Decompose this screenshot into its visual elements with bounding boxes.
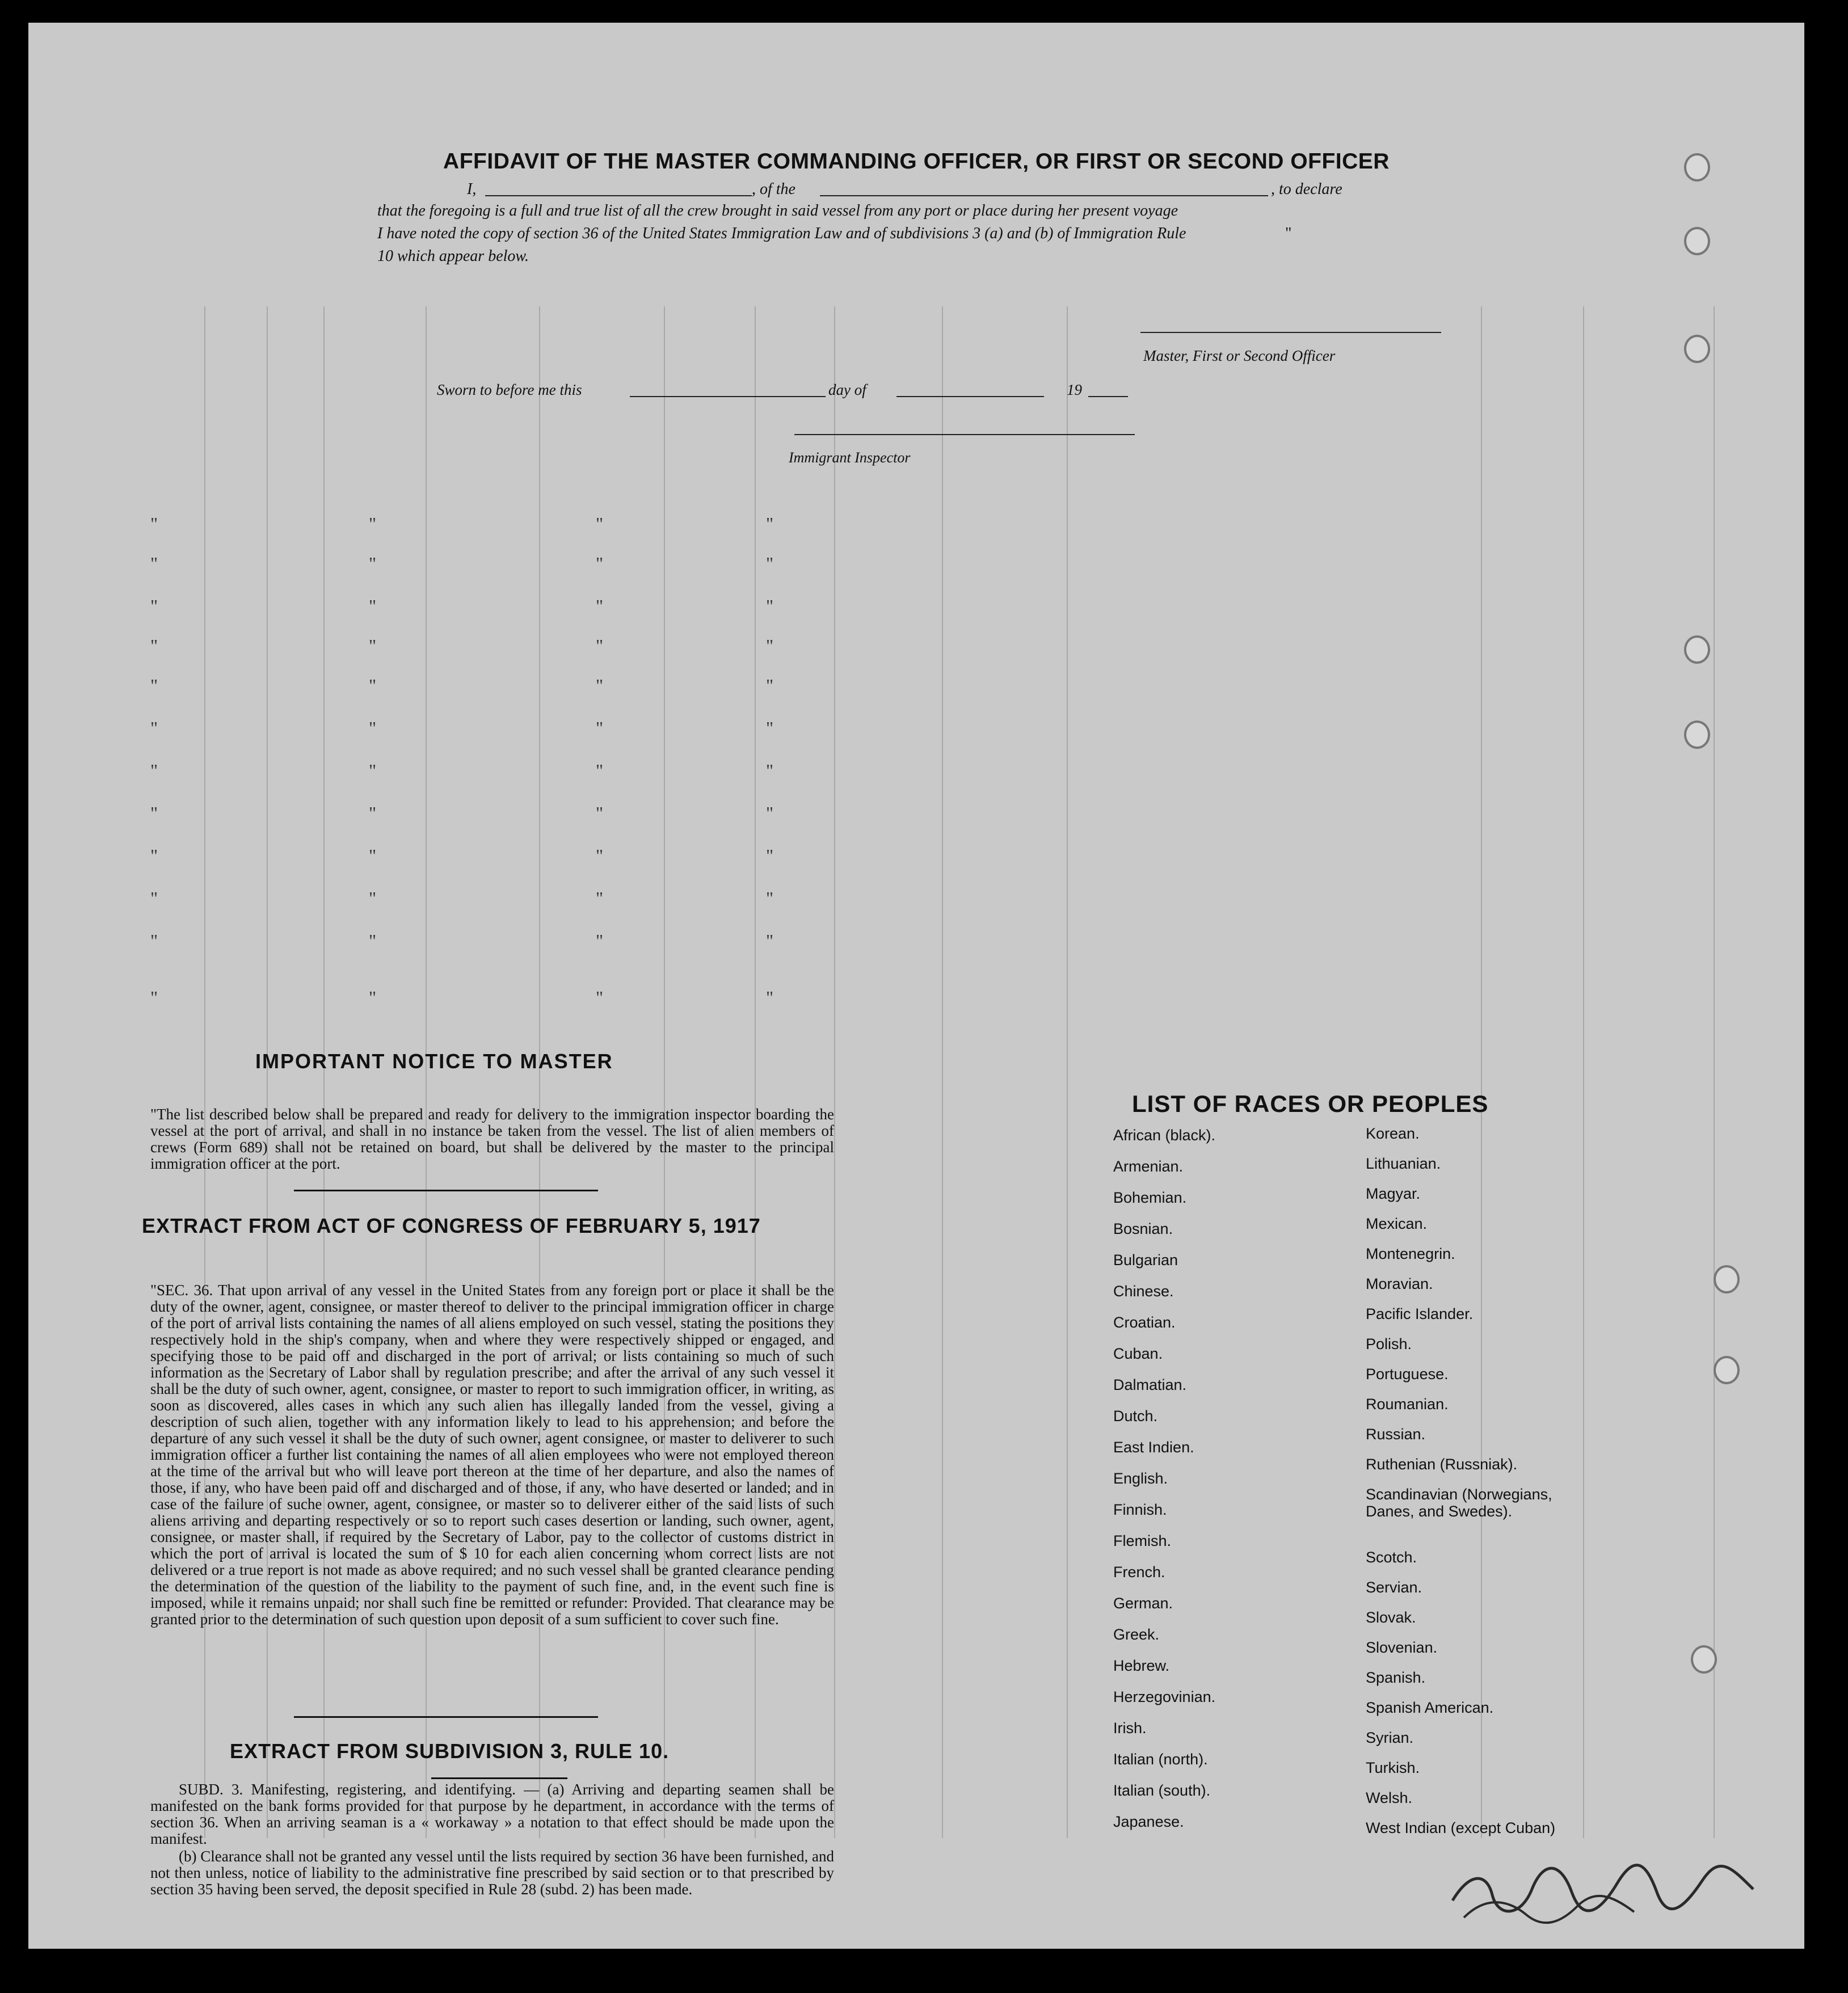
- bleed-ditto-mark: ": [150, 930, 158, 951]
- rule-extract-title: EXTRACT FROM SUBDIVISION 3, RULE 10.: [230, 1739, 670, 1763]
- punch-hole: [1684, 635, 1710, 664]
- bleed-ditto-mark: ": [369, 718, 377, 738]
- races-title: LIST OF RACES OR PEOPLES: [1132, 1090, 1489, 1117]
- bleed-ditto-mark: ": [596, 803, 604, 823]
- affidavit-i: I,: [467, 180, 477, 198]
- bleed-column-rule: [1583, 306, 1584, 1838]
- race-item: Dutch.: [1113, 1408, 1158, 1425]
- bleed-ditto-mark: ": [766, 513, 774, 534]
- notice-title: IMPORTANT NOTICE TO MASTER: [255, 1050, 613, 1073]
- race-item: Flemish.: [1113, 1532, 1172, 1549]
- master-label: Master, First or Second Officer: [1143, 347, 1336, 364]
- bleed-ditto-mark: ": [596, 596, 604, 616]
- sworn-day-blank[interactable]: [630, 396, 826, 397]
- bleed-ditto-mark: ": [150, 596, 158, 616]
- race-item: English.: [1113, 1470, 1168, 1487]
- master-signature-blank[interactable]: [1140, 332, 1441, 333]
- race-item: Bohemian.: [1113, 1189, 1187, 1206]
- act-extract-title: EXTRACT FROM ACT OF CONGRESS OF FEBRUARY 5, 1917: [142, 1214, 761, 1237]
- affidavit-line-4: 10 which appear below.: [377, 247, 529, 265]
- race-item: Slovak.: [1366, 1609, 1416, 1626]
- race-item: Korean.: [1366, 1125, 1420, 1142]
- bleed-ditto-mark: ": [596, 845, 604, 866]
- race-item: French.: [1113, 1564, 1165, 1581]
- affidavit-title: AFFIDAVIT OF THE MASTER COMMANDING OFFICER, OR FIRST OR SECOND OFFICER: [443, 149, 1390, 174]
- document-page: [28, 23, 1804, 1949]
- race-item: Mexican.: [1366, 1215, 1428, 1232]
- affidavit-line-3-quote: ": [1285, 225, 1292, 242]
- bleed-ditto-mark: ": [766, 987, 774, 1008]
- bleed-ditto-mark: ": [596, 987, 604, 1008]
- race-item: Roumanian.: [1366, 1396, 1449, 1413]
- section-divider: [431, 1777, 567, 1779]
- race-item: Servian.: [1366, 1579, 1422, 1596]
- sworn-year-prefix: 19: [1067, 381, 1082, 398]
- race-item: Greek.: [1113, 1626, 1160, 1643]
- punch-hole: [1691, 1645, 1717, 1674]
- rule-extract-text-b: (b) Clearance shall not be granted any vessel until the lists required by section 36 have been furnished, and not then unless, notice of liability to the administrative fine prescribed by said section or to that prescribed by section 35 having been served, the deposit specified in Rule 28 (subd. 2) has been made.: [150, 1848, 834, 1898]
- punch-hole: [1684, 227, 1710, 255]
- race-item: Italian (north).: [1113, 1751, 1208, 1768]
- bleed-ditto-mark: ": [766, 888, 774, 908]
- bleed-ditto-mark: ": [150, 553, 158, 574]
- bleed-ditto-mark: ": [369, 803, 377, 823]
- race-item: German.: [1113, 1595, 1173, 1612]
- notice-text: "The list described below shall be prepared and ready for delivery to the immigration inspector boarding the vessel at the port of arrival, and shall in no instance be taken from the vessel. The list of alien members of crews (Form 689) shall not be retained on board, but shall be delivered by the master to the principal immigration officer at the port.: [150, 1106, 834, 1172]
- race-item: Hebrew.: [1113, 1657, 1170, 1674]
- race-item: Finnish.: [1113, 1501, 1167, 1518]
- bleed-ditto-mark: ": [766, 845, 774, 866]
- race-item: Turkish.: [1366, 1759, 1420, 1776]
- bleed-ditto-mark: ": [766, 760, 774, 781]
- race-item: Herzegovinian.: [1113, 1688, 1216, 1705]
- section-divider: [294, 1716, 598, 1718]
- bleed-ditto-mark: ": [596, 718, 604, 738]
- bleed-ditto-mark: ": [766, 803, 774, 823]
- bleed-ditto-mark: ": [369, 760, 377, 781]
- race-item: Welsh.: [1366, 1789, 1413, 1806]
- sworn-label: Sworn to before me this: [437, 381, 582, 398]
- race-item: Cuban.: [1113, 1345, 1163, 1362]
- bleed-ditto-mark: ": [150, 635, 158, 656]
- bleed-ditto-mark: ": [766, 596, 774, 616]
- bleed-ditto-mark: ": [150, 675, 158, 696]
- race-item: Pacific Islander.: [1366, 1305, 1474, 1322]
- bleed-ditto-mark: ": [596, 930, 604, 951]
- bleed-ditto-mark: ": [369, 930, 377, 951]
- bleed-ditto-mark: ": [150, 718, 158, 738]
- sworn-year-blank[interactable]: [1088, 396, 1128, 397]
- rule-extract-text-a: SUBD. 3. Manifesting, registering, and identifying. — (a) Arriving and departing seamen shall be manifested on the bank forms provided for that purpose by he department, in accordance with the terms of section 36. When an arriving seaman is a « workaway » a notation to that effect should be made upon the manifest.: [150, 1781, 834, 1847]
- bleed-ditto-mark: ": [766, 718, 774, 738]
- punch-hole: [1684, 335, 1710, 363]
- race-item: Croatian.: [1113, 1314, 1176, 1331]
- race-item: Spanish.: [1366, 1669, 1426, 1686]
- race-item: Montenegrin.: [1366, 1245, 1455, 1262]
- bleed-ditto-mark: ": [150, 987, 158, 1008]
- inspector-signature-blank[interactable]: [794, 434, 1135, 435]
- race-item: Bulgarian: [1113, 1252, 1178, 1269]
- bleed-ditto-mark: ": [150, 888, 158, 908]
- handwritten-scribble: [1447, 1838, 1765, 1929]
- race-item: Scandinavian (Norwegians, Danes, and Swedes).: [1366, 1486, 1552, 1520]
- race-item: Chinese.: [1113, 1283, 1174, 1300]
- race-item: Italian (south).: [1113, 1782, 1211, 1799]
- bleed-ditto-mark: ": [766, 635, 774, 656]
- race-item: Armenian.: [1113, 1158, 1184, 1175]
- sworn-month-blank[interactable]: [896, 396, 1044, 397]
- inspector-label: Immigrant Inspector: [789, 449, 911, 466]
- affidavit-of-the: , of the: [752, 180, 795, 198]
- race-item: Japanese.: [1113, 1813, 1184, 1830]
- bleed-column-rule: [834, 306, 835, 1838]
- bleed-column-rule: [1714, 306, 1715, 1838]
- race-item: East Indien.: [1113, 1439, 1194, 1456]
- race-item: Portuguese.: [1366, 1366, 1449, 1383]
- affidavit-to-declare: , to declare: [1271, 180, 1342, 198]
- bleed-ditto-mark: ": [369, 675, 377, 696]
- vessel-name-blank[interactable]: [820, 195, 1268, 196]
- race-item: Dalmatian.: [1113, 1376, 1187, 1393]
- race-item: Slovenian.: [1366, 1639, 1438, 1656]
- bleed-ditto-mark: ": [596, 675, 604, 696]
- race-item: Syrian.: [1366, 1729, 1414, 1746]
- bleed-ditto-mark: ": [369, 596, 377, 616]
- bleed-ditto-mark: ": [596, 888, 604, 908]
- bleed-column-rule: [1481, 306, 1482, 1838]
- bleed-ditto-mark: ": [369, 635, 377, 656]
- section-divider: [294, 1190, 598, 1191]
- affidavit-line-3: I have noted the copy of section 36 of the United States Immigration Law and of subdivisions 3 (a) and (b) of Immigration Rule: [377, 225, 1186, 242]
- race-item: Irish.: [1113, 1720, 1147, 1737]
- bleed-ditto-mark: ": [150, 845, 158, 866]
- race-item: Moravian.: [1366, 1275, 1433, 1292]
- bleed-ditto-mark: ": [596, 513, 604, 534]
- affidavit-block: [343, 180, 1478, 277]
- race-item: Scotch.: [1366, 1549, 1417, 1566]
- punch-hole: [1714, 1265, 1740, 1293]
- punch-hole: [1684, 720, 1710, 749]
- bleed-column-rule: [1067, 306, 1068, 1838]
- bleed-column-rule: [942, 306, 943, 1838]
- punch-hole: [1714, 1356, 1740, 1384]
- bleed-ditto-mark: ": [369, 888, 377, 908]
- bleed-ditto-mark: ": [369, 987, 377, 1008]
- act-extract-text: "SEC. 36. That upon arrival of any vessel in the United States from any foreign port or place it shall be the duty of the owner, agent, consignee, or master thereof to deliver to the principal immigration officer in charge of the port of arrival lists containing the names of all aliens employed on such vessel, stating the positions they respectively hold in the ship's company, when and where they were respectively shipped or engaged, and specifying those to be paid off and discharged in the port of arrival; or lists containing so much of such information as the Secretary of Labor shall by regulation prescribe; and after the arrival of any such vessel it shall be the duty of such owner, agent, consignee, or master to report to such immigration officer, in writing, as soon as discovered, alles cases in which any such alien has illegally landed from the vessel, giving a description of such alien, together with any information likely to lead to his apprehension; and before the departure of any such vessel it shall be the duty of such owner, agent consignee, or master to deliverer to such immigration officer a further list containing the names of all alien employees who were not employed thereon at the time of the arrival but who will leave port thereon at the time of her departure, and also the names of those, if any, who have been paid off and discharged and of those, if any, who have deserted or landed; and in case of the failure of suche owner, agent, consignee, or master so to deliverer either of the said lists of such aliens arriving and departing respectively or so to report such cases desertion or landing, such owner, agent, consignee, or master shall, if required by the Secretary of Labor, pay to the collector of customs district in which the port of arrival is located the sum of $ 10 for each alien concerning whom correct lists are not delivered or a true report is not made as above required; and no such vessel shall be granted clearance pending the determination of the question of the liability to the payment of such fine, and, in the event such fine is imposed, while it remains unpaid; nor shall such fine be remitted or refunder: Provided. That clearance may be granted prior to the determination of such question upon deposit of a sum sufficient to cover such fine.: [150, 1282, 834, 1628]
- affiant-name-blank[interactable]: [485, 195, 752, 196]
- race-item: West Indian (except Cuban): [1366, 1819, 1556, 1836]
- race-item: Magyar.: [1366, 1185, 1421, 1202]
- race-item: Lithuanian.: [1366, 1155, 1441, 1172]
- race-item: Russian.: [1366, 1426, 1426, 1443]
- bleed-ditto-mark: ": [150, 513, 158, 534]
- bleed-ditto-mark: ": [150, 760, 158, 781]
- race-item: Polish.: [1366, 1335, 1412, 1352]
- bleed-ditto-mark: ": [369, 845, 377, 866]
- bleed-ditto-mark: ": [596, 635, 604, 656]
- race-item: African (black).: [1113, 1127, 1216, 1144]
- race-item: Bosnian.: [1113, 1220, 1173, 1237]
- bleed-ditto-mark: ": [596, 553, 604, 574]
- race-item: Spanish American.: [1366, 1699, 1494, 1716]
- affidavit-line-2: that the foregoing is a full and true list of all the crew brought in said vessel from any port or place during her present voyage: [377, 202, 1178, 220]
- bleed-ditto-mark: ": [766, 930, 774, 951]
- bleed-ditto-mark: ": [369, 513, 377, 534]
- sworn-day-of: day of: [828, 381, 866, 398]
- bleed-ditto-mark: ": [766, 675, 774, 696]
- bleed-ditto-mark: ": [766, 553, 774, 574]
- bleed-ditto-mark: ": [596, 760, 604, 781]
- race-item: Ruthenian (Russniak).: [1366, 1456, 1518, 1473]
- bleed-ditto-mark: ": [369, 553, 377, 574]
- bleed-ditto-mark: ": [150, 803, 158, 823]
